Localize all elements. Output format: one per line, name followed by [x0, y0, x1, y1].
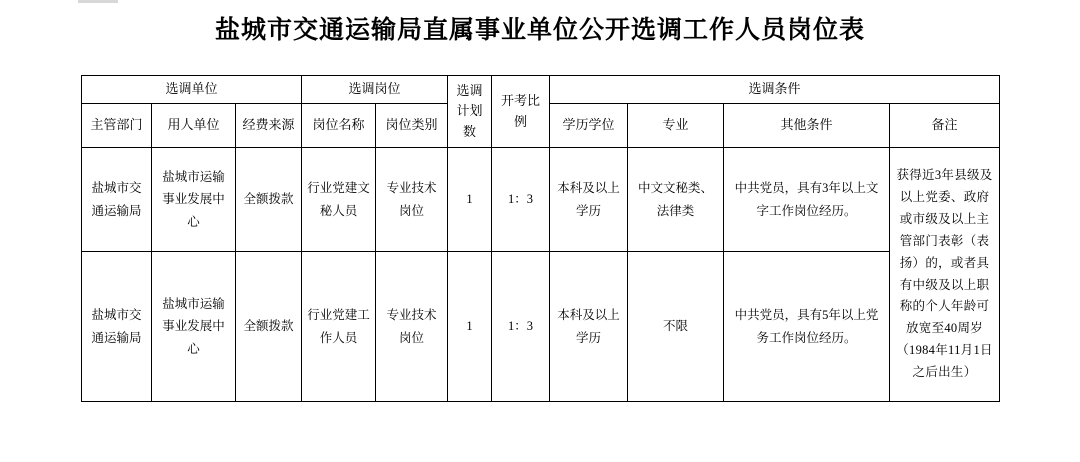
- job-positions-table: [81, 75, 1000, 402]
- cell-employing-unit: 盐城市运输事业发展中心: [152, 148, 236, 252]
- cell-major: 中文文秘类、法律类: [628, 148, 724, 252]
- cell-other-conditions: 中共党员，具有5年以上党务工作岗位经历。: [724, 252, 890, 402]
- cell-supervising-dept: 盐城市交通运输局: [82, 148, 152, 252]
- cell-plan-count: 1: [448, 252, 492, 402]
- header-major: 专业: [628, 104, 724, 148]
- cell-funding-source: 全额拨款: [236, 252, 302, 402]
- cell-other-conditions: 中共党员，具有3年以上文字工作岗位经历。: [724, 148, 890, 252]
- cell-position-category: 专业技术岗位: [376, 252, 448, 402]
- cell-funding-source: 全额拨款: [236, 148, 302, 252]
- cell-plan-count: 1: [448, 148, 492, 252]
- header-employing-unit: 用人单位: [152, 104, 236, 148]
- header-unit-group: 选调单位: [82, 76, 302, 104]
- cell-major: 不限: [628, 252, 724, 402]
- header-remark: 备注: [890, 104, 1000, 148]
- cell-education-degree: 本科及以上学历: [550, 252, 628, 402]
- table-row: [82, 148, 1000, 252]
- header-other-conditions: 其他条件: [724, 104, 890, 148]
- cell-exam-ratio: 1：3: [492, 252, 550, 402]
- header-position-category: 岗位类别: [376, 104, 448, 148]
- header-supervising-dept: 主管部门: [82, 104, 152, 148]
- page-title: 盐城市交通运输局直属事业单位公开选调工作人员岗位表: [214, 17, 865, 44]
- cell-supervising-dept: 盐城市交通运输局: [82, 252, 152, 402]
- header-conditions-group: 选调条件: [550, 76, 1000, 104]
- table-row: [82, 252, 1000, 402]
- header-position-name: 岗位名称: [302, 104, 376, 148]
- cell-employing-unit: 盐城市运输事业发展中心: [152, 252, 236, 402]
- cell-position-category: 专业技术岗位: [376, 148, 448, 252]
- page-top-artifact: [78, 0, 118, 3]
- cell-position-name: 行业党建文秘人员: [302, 148, 376, 252]
- header-exam-ratio: 开考比例: [492, 76, 550, 148]
- header-funding-source: 经费来源: [236, 104, 302, 148]
- header-plan-count: 选调计划数: [448, 76, 492, 148]
- header-position-group: 选调岗位: [302, 76, 448, 104]
- cell-position-name: 行业党建工作人员: [302, 252, 376, 402]
- cell-exam-ratio: 1：3: [492, 148, 550, 252]
- table-header-group-row: [82, 76, 1000, 104]
- cell-remark-merged: 获得近3年县级及以上党委、政府或市级及以上主管部门表彰（表扬）的，或者具有中级及以上职称的个人年龄可放宽至40周岁（1984年11月1日之后出生）: [890, 148, 1000, 402]
- cell-education-degree: 本科及以上学历: [550, 148, 628, 252]
- header-education-degree: 学历学位: [550, 104, 628, 148]
- job-positions-table-wrapper: [81, 75, 999, 402]
